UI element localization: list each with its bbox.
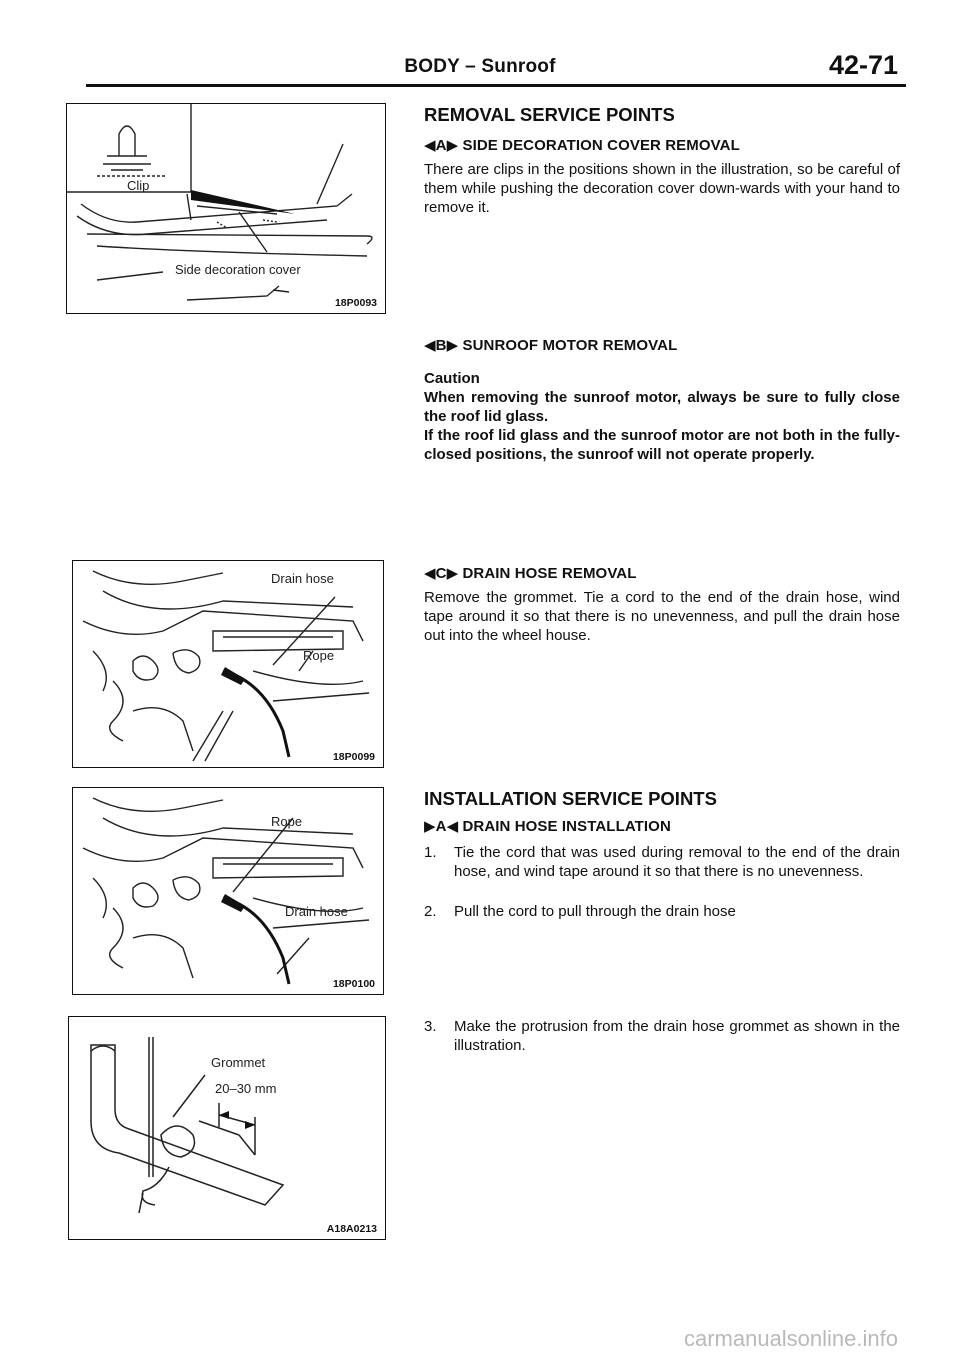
side-decoration-cover-removal-text: There are clips in the positions shown in the illustration, so be careful of them while pushing the decoration cover down-wards with your hand to remove it. [424, 161, 900, 216]
figure-code: 18P0099 [332, 751, 375, 763]
caution-line-2: If the roof lid glass and the sunroof motor are not both in the fully-closed positions, the sunroof will not operate properly. [424, 427, 900, 463]
side-decoration-cover-drawing [67, 104, 385, 313]
figure-drain-hose-removal [72, 560, 384, 768]
installation-step-2 [424, 902, 900, 921]
drain-hose-label: Drain hose [285, 904, 348, 919]
step-number: 3. [424, 1018, 437, 1035]
step-number: 1. [424, 844, 437, 861]
installation-step-3 [424, 1017, 900, 1055]
step-text: Tie the cord that was used during removal to the end of the drain hose, and wind tape around it so that there is no unevenness. [454, 844, 900, 880]
drain-hose-installation-heading: ▶A◀ DRAIN HOSE INSTALLATION [424, 818, 671, 835]
watermark: carmanualsonline.info [683, 1326, 898, 1351]
figure-code: A18A0213 [326, 1223, 377, 1235]
figure-code: 18P0100 [332, 978, 375, 990]
clip-label: Clip [127, 178, 150, 193]
step-text: Make the protrusion from the drain hose grommet as shown in the illustration. [454, 1018, 900, 1054]
dimension-label: 20–30 mm [215, 1081, 277, 1096]
figure-drain-hose-installation [72, 787, 384, 995]
header-divider [86, 84, 906, 87]
figure-side-decoration-cover [66, 103, 386, 314]
drain-hose-label: Drain hose [271, 571, 334, 586]
removal-service-points-heading: REMOVAL SERVICE POINTS [424, 104, 675, 125]
figure-code: 18P0093 [334, 297, 377, 309]
rope-label: Rope [271, 814, 303, 829]
drain-hose-removal-text: Remove the grommet. Tie a cord to the end of the drain hose, wind tape around it so that there is no unevenness, and pull the drain hose out into the wheel house. [424, 589, 900, 644]
step-number: 2. [424, 903, 437, 920]
page-number: 42-71 [828, 50, 898, 80]
side-decoration-cover-removal-heading: ◀A▶ SIDE DECORATION COVER REMOVAL [424, 137, 740, 154]
drain-hose-installation-drawing [73, 788, 383, 994]
installation-step-1 [424, 843, 900, 881]
drain-hose-removal-drawing [73, 561, 383, 767]
figure-grommet [68, 1016, 386, 1240]
page-header-title: BODY – Sunroof [404, 56, 556, 77]
grommet-drawing [69, 1017, 385, 1239]
installation-service-points-heading: INSTALLATION SERVICE POINTS [424, 788, 717, 809]
side-decoration-cover-label: Side decoration cover [175, 262, 301, 277]
sunroof-motor-removal-heading: ◀B▶ SUNROOF MOTOR REMOVAL [424, 337, 678, 354]
grommet-label: Grommet [211, 1055, 266, 1070]
caution-line-1: When removing the sunroof motor, always be sure to fully close the roof lid glass. [424, 389, 900, 425]
drain-hose-removal-heading: ◀C▶ DRAIN HOSE REMOVAL [424, 565, 637, 582]
rope-label: Rope [303, 648, 335, 663]
caution-title: Caution [424, 370, 480, 387]
step-text: Pull the cord to pull through the drain hose [454, 903, 736, 920]
